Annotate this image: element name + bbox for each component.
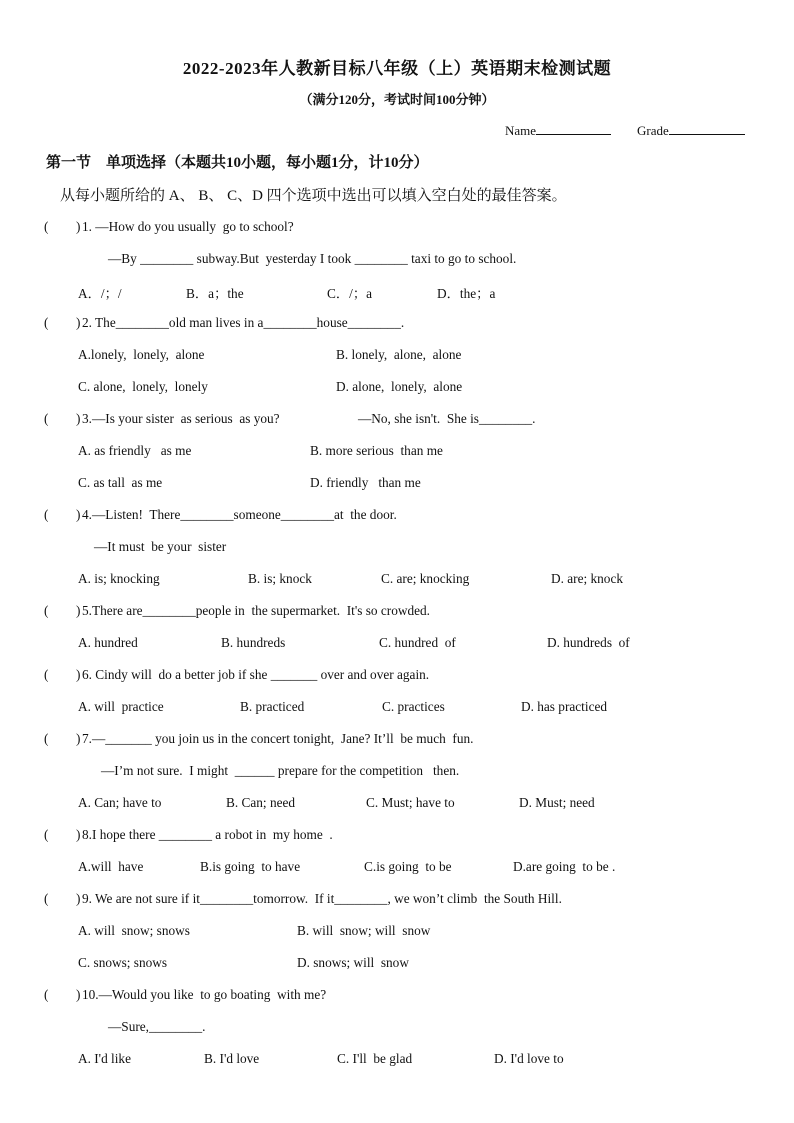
question-8-option-d[interactable]: D.are going to be . <box>513 859 616 874</box>
question-1-stem-2: —By ________ subway.But yesterday I took ________ taxi to go to school. <box>108 251 517 266</box>
question-4-stem: 4.—Listen! There________someone________at the door. <box>82 507 397 522</box>
question-3-option-b[interactable]: B. more serious than me <box>310 443 443 458</box>
answer-paren-close: ) <box>76 411 81 426</box>
question-8-option-b[interactable]: B.is going to have <box>200 859 301 874</box>
answer-paren-open: ( <box>44 827 49 842</box>
name-field[interactable] <box>505 122 611 139</box>
question-10-option-a[interactable]: A. I'd like <box>78 1051 131 1066</box>
answer-paren-close: ) <box>76 891 81 906</box>
question-10-option-c[interactable]: C. I'll be glad <box>337 1051 413 1066</box>
question-6-option-a[interactable]: A. will practice <box>78 699 164 714</box>
question-5-option-a[interactable]: A. hundred <box>78 635 138 650</box>
answer-paren-close: ) <box>76 827 81 842</box>
question-7-option-a[interactable]: A. Can; have to <box>78 795 162 810</box>
exam-subtitle: （满分120分，考试时间100分钟） <box>299 92 495 107</box>
grade-blank[interactable] <box>669 122 745 135</box>
question-6-option-b[interactable]: B. practiced <box>240 699 305 714</box>
question-9-stem: 9. We are not sure if it________tomorrow. If it________, we won’t climb the South Hill. <box>82 891 562 906</box>
question-3-option-c[interactable]: C. as tall as me <box>78 475 163 490</box>
question-9-option-b[interactable]: B. will snow; will snow <box>297 923 431 938</box>
answer-paren-close: ) <box>76 507 81 522</box>
question-3-stem: 3.—Is your sister as serious as you? <box>82 411 280 426</box>
question-1-option-c[interactable]: C．/；a <box>327 286 373 301</box>
question-10-stem: 10.—Would you like to go boating with me? <box>82 987 327 1002</box>
question-5-option-b[interactable]: B. hundreds <box>221 635 286 650</box>
question-3-option-d[interactable]: D. friendly than me <box>310 475 421 490</box>
answer-paren-close: ) <box>76 987 81 1002</box>
question-5-option-d[interactable]: D. hundreds of <box>547 635 630 650</box>
answer-paren-open: ( <box>44 603 49 618</box>
question-1-option-b[interactable]: B．a；the <box>186 286 244 301</box>
answer-paren-close: ) <box>76 667 81 682</box>
question-2-option-d[interactable]: D. alone, lonely, alone <box>336 379 463 394</box>
question-4-option-b[interactable]: B. is; knock <box>248 571 312 586</box>
question-5-stem: 5.There are________people in the supermarket. It's so crowded. <box>82 603 431 618</box>
answer-paren-open: ( <box>44 315 49 330</box>
question-4-option-c[interactable]: C. are; knocking <box>381 571 470 586</box>
section-instruction: 从每小题所给的 A、 B、 C、D 四个选项中选出可以填入空白处的最佳答案。 <box>60 188 567 204</box>
question-10-option-b[interactable]: B. I'd love <box>204 1051 260 1066</box>
question-3-option-a[interactable]: A. as friendly as me <box>78 443 192 458</box>
question-1-option-d[interactable]: D．the；a <box>437 286 496 301</box>
question-3-stem-reply: —No, she isn't. She is________. <box>358 411 536 426</box>
exam-title: 2022-2023年人教新目标八年级（上）英语期末检测试题 <box>182 59 612 78</box>
answer-paren-open: ( <box>44 987 49 1002</box>
answer-paren-open: ( <box>44 507 49 522</box>
question-8-option-c[interactable]: C.is going to be <box>364 859 452 874</box>
answer-paren-close: ) <box>76 731 81 746</box>
grade-label: Grade <box>637 123 669 138</box>
question-1-stem: 1. —How do you usually go to school? <box>82 219 294 234</box>
question-2-option-b[interactable]: B. lonely, alone, alone <box>336 347 462 362</box>
question-4-stem-2: —It must be your sister <box>94 539 227 554</box>
question-6-option-c[interactable]: C. practices <box>382 699 445 714</box>
question-4-option-d[interactable]: D. are; knock <box>551 571 623 586</box>
question-9-option-a[interactable]: A. will snow; snows <box>78 923 190 938</box>
answer-paren-close: ) <box>76 219 81 234</box>
question-9-option-d[interactable]: D. snows; will snow <box>297 955 409 970</box>
question-2-stem: 2. The________old man lives in a________house________. <box>82 315 405 330</box>
question-7-stem: 7.—_______ you join us in the concert tonight, Jane? It’ll be much fun. <box>82 731 474 746</box>
question-5-option-c[interactable]: C. hundred of <box>379 635 456 650</box>
answer-paren-open: ( <box>44 731 49 746</box>
question-2-option-c[interactable]: C. alone, lonely, lonely <box>78 379 208 394</box>
answer-paren-open: ( <box>44 219 49 234</box>
answer-paren-open: ( <box>44 891 49 906</box>
name-label: Name <box>505 123 537 138</box>
question-7-option-d[interactable]: D. Must; need <box>519 795 595 810</box>
question-9-option-c[interactable]: C. snows; snows <box>78 955 168 970</box>
question-8-option-a[interactable]: A.will have <box>78 859 144 874</box>
question-10-option-d[interactable]: D. I'd love to <box>494 1051 564 1066</box>
question-6-option-d[interactable]: D. has practiced <box>521 699 608 714</box>
answer-paren-open: ( <box>44 411 49 426</box>
question-4-option-a[interactable]: A. is; knocking <box>78 571 160 586</box>
section-heading: 第一节 单项选择（本题共10小题，每小题1分，计10分） <box>46 155 429 171</box>
question-7-option-c[interactable]: C. Must; have to <box>366 795 455 810</box>
question-7-stem-2: —I’m not sure. I might ______ prepare for the competition then. <box>101 763 460 778</box>
question-2-option-a[interactable]: A.lonely, lonely, alone <box>78 347 205 362</box>
question-6-stem: 6. Cindy will do a better job if she _______ over and over again. <box>82 667 430 682</box>
question-8-stem: 8.I hope there ________ a robot in my home . <box>82 827 333 842</box>
name-blank[interactable] <box>536 122 611 135</box>
answer-paren-close: ) <box>76 315 81 330</box>
question-10-stem-2: —Sure,________. <box>108 1019 206 1034</box>
answer-paren-open: ( <box>44 667 49 682</box>
grade-field[interactable] <box>637 122 745 139</box>
question-7-option-b[interactable]: B. Can; need <box>226 795 296 810</box>
answer-paren-close: ) <box>76 603 81 618</box>
question-1-option-a[interactable]: A．/；/ <box>78 286 122 301</box>
